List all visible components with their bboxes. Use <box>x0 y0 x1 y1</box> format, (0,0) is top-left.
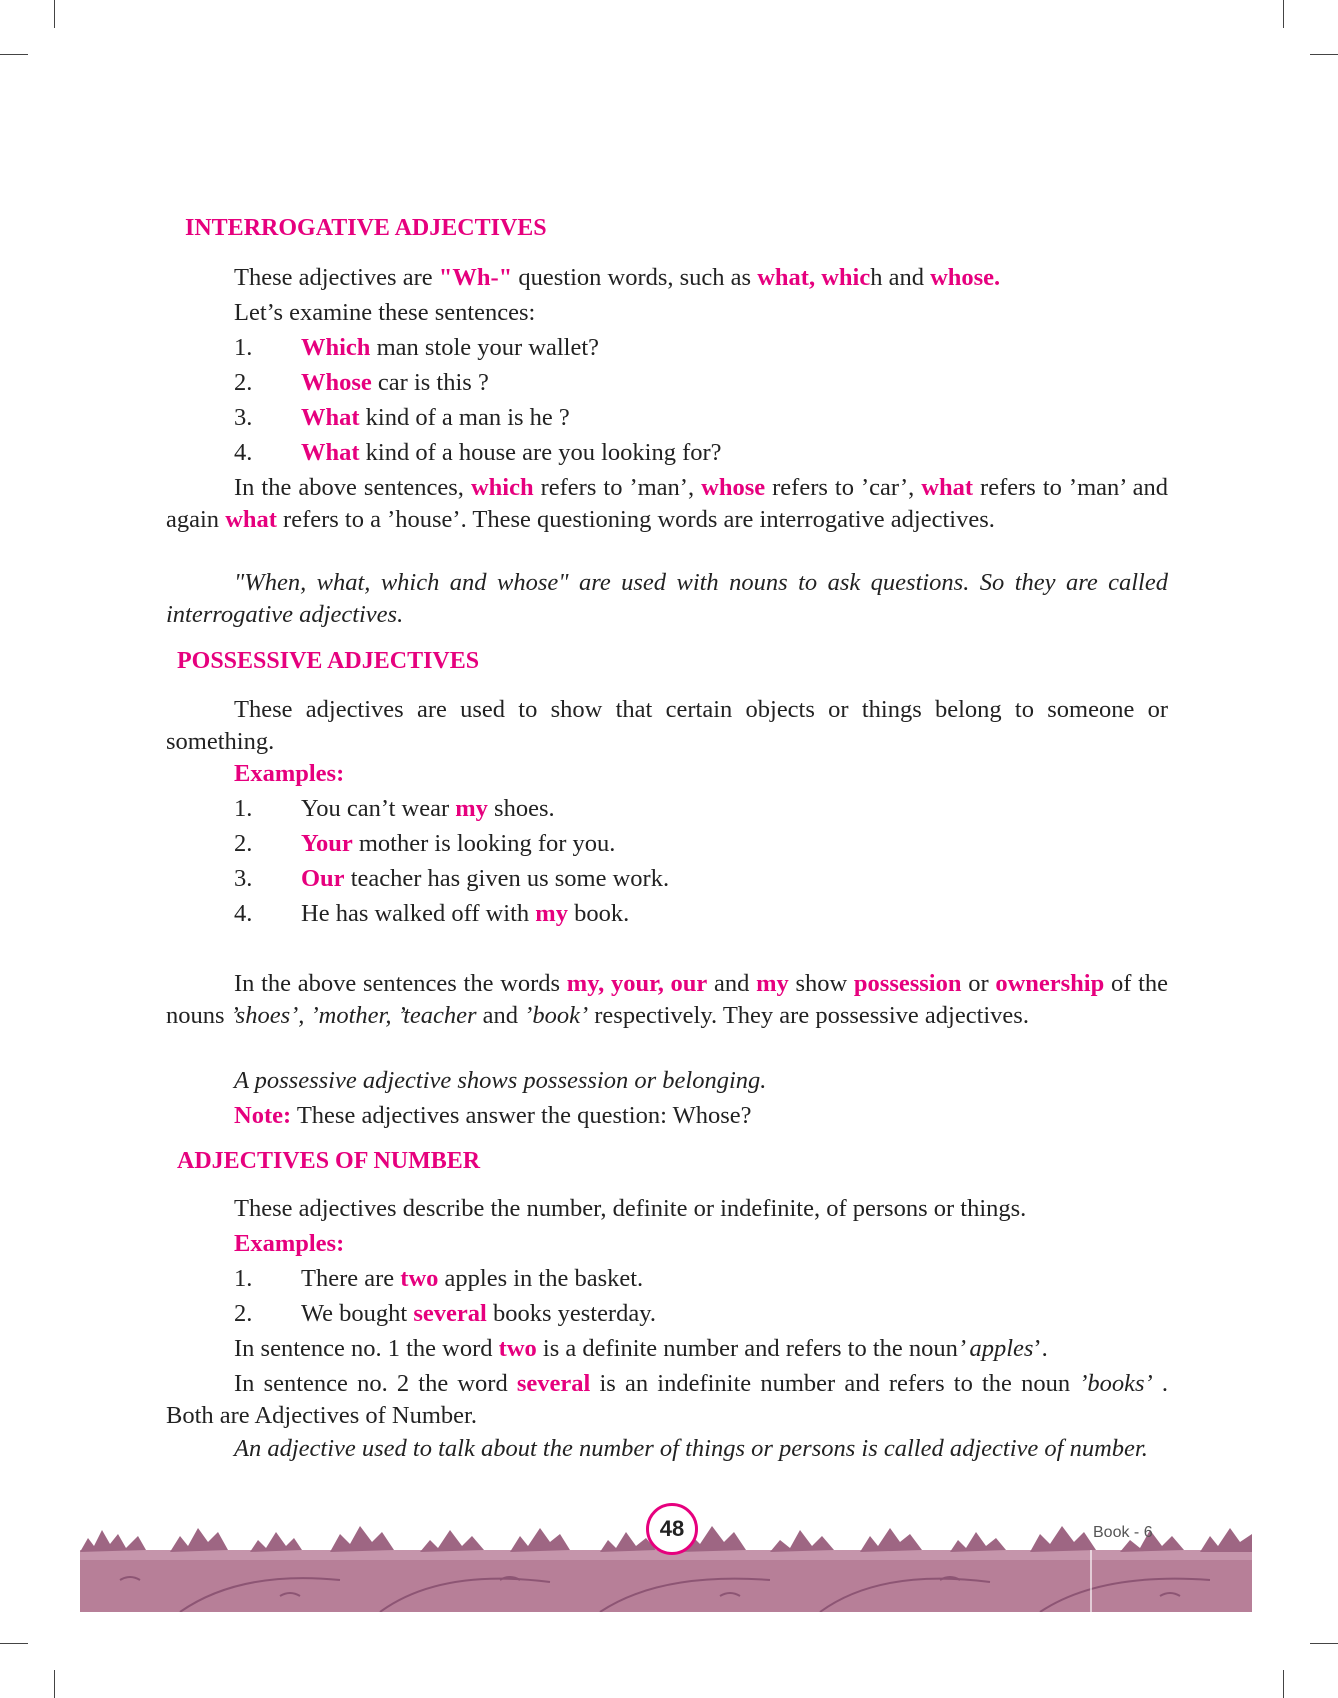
heading-interrogative: INTERROGATIVE ADJECTIVES <box>185 215 547 241</box>
interrogative-intro: These adjectives are "Wh-" question words, such as what, which and whose. <box>234 264 1001 291</box>
list-item: 4. He has walked off with my book. <box>234 900 630 927</box>
interrogative-rule: "When, what, which and whose" are used with nouns to ask questions. So they are called interrogative adjectives. <box>166 569 1168 628</box>
list-item: 1. You can’t wear my shoes. <box>234 795 555 822</box>
interrogative-explanation: In the above sentences, which refers to ’man’, whose refers to ’car’, what refers to ’man’ and again what refers to a ’house’. These questioning words are interrogative adjectives. <box>166 474 1168 533</box>
list-item: 4. What kind of a house are you looking for? <box>234 439 722 466</box>
possessive-rule: A possessive adjective shows possession or belonging. <box>234 1067 767 1094</box>
list-item: 3. What kind of a man is he ? <box>234 404 570 431</box>
list-item: 2. Your mother is looking for you. <box>234 830 616 857</box>
possessive-explanation: In the above sentences the words my, your, our and my show possession or ownership of the nouns ’shoes’, ’mother, ’teacher and ’book’ respectively. They are possessive adjectives. <box>166 970 1169 1029</box>
list-item: 1. Which man stole your wallet? <box>234 334 600 361</box>
number-intro: These adjectives describe the number, definite or indefinite, of persons or things. <box>234 1195 1027 1222</box>
heading-number: ADJECTIVES OF NUMBER <box>177 1148 481 1174</box>
page-number-badge: 48 <box>646 1503 698 1555</box>
possessive-examples-label: Examples: <box>234 760 345 787</box>
footer-divider <box>1090 1550 1092 1612</box>
interrogative-examine: Let’s examine these sentences: <box>234 299 536 326</box>
number-sentence-1: In sentence no. 1 the word two is a definite number and refers to the noun’ apples’. <box>234 1335 1048 1362</box>
list-item: 1. There are two apples in the basket. <box>234 1265 644 1292</box>
list-item: 2. We bought several books yesterday. <box>234 1300 657 1327</box>
list-item: 3. Our teacher has given us some work. <box>234 865 670 892</box>
heading-possessive: POSSESSIVE ADJECTIVES <box>177 648 480 674</box>
possessive-note: Note: These adjectives answer the question: Whose? <box>234 1102 752 1129</box>
number-sentence-2: In sentence no. 2 the word several is an indefinite number and refers to the noun ’books’ . Both are Adjectives of Number. <box>166 1370 1169 1429</box>
book-label: Book - 6 <box>1093 1524 1153 1541</box>
possessive-intro: These adjectives are used to show that certain objects or things belong to someone or something. <box>166 696 1168 755</box>
list-item: 2. Whose car is this ? <box>234 369 489 396</box>
number-examples-label: Examples: <box>234 1230 345 1257</box>
number-rule: An adjective used to talk about the number of things or persons is called adjective of number. <box>234 1435 1148 1462</box>
